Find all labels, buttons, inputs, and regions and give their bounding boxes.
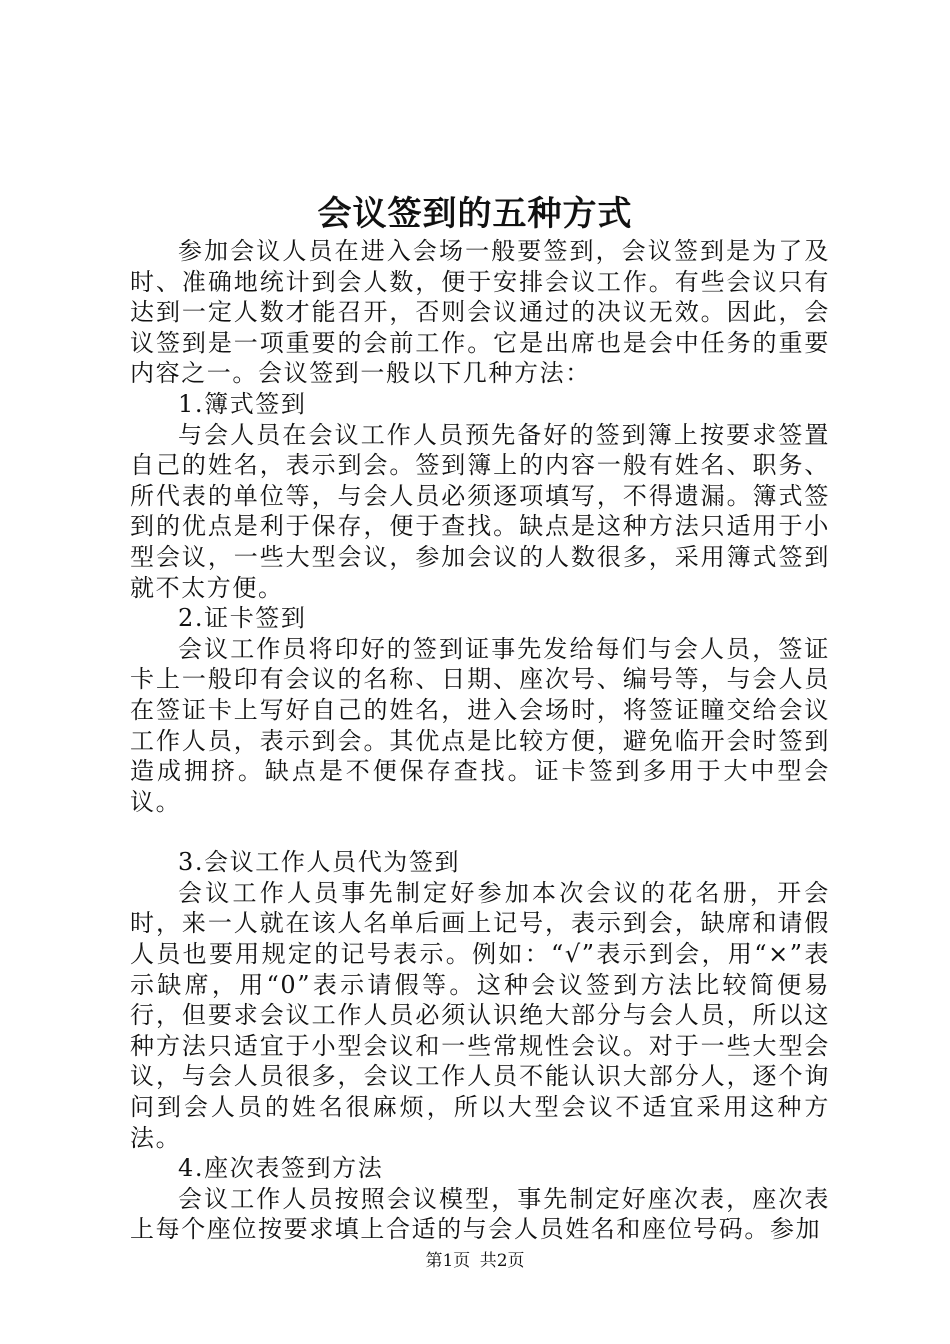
section-body-2: 会议工作员将印好的签到证事先发给每们与会人员，签证卡上一般印有会议的名称、日期、座次号、编号等，与会人员在签证卡上写好自己的姓名，进入会场时，将签证瞳交给会议工作人员，表示到会。其优点是比较方便，避免临开会时签到造成拥挤。缺点是不便保存查找。证卡签到多用于大中型会议。 bbox=[130, 634, 830, 816]
page-footer bbox=[0, 1246, 950, 1271]
section-body-1: 与会人员在会议工作人员预先备好的签到簿上按要求签置自己的姓名，表示到会。签到簿上的内容一般有姓名、职务、所代表的单位等，与会人员必须逐项填写，不得遗漏。簿式签到的优点是利于保存，便于查找。缺点是这种方法只适用于小型会议，一些大型会议，参加会议的人数很多，采用簿式签到就不太方便。 bbox=[130, 420, 830, 602]
section-body-3: 会议工作人员事先制定好参加本次会议的花名册，开会时，来一人就在该人名单后画上记号，表示到会，缺席和请假人员也要用规定的记号表示。例如：“√”表示到会，用“×”表示缺席，用“0”表示请假等。这种会议签到方法比较简便易行，但要求会议工作人员必须认识绝大部分与会人员，所以这种方法只适宜于小型会议和一些常规性会议。对于一些大型会议，与会人员很多，会议工作人员不能认识大部分人，逐个询问到会人员的姓名很麻烦，所以大型会议不适宜采用这种方法。 bbox=[130, 878, 830, 1152]
document-body bbox=[130, 236, 830, 1245]
page-title: 会议签到的五种方式 bbox=[317, 194, 633, 234]
page-total: 共2页 bbox=[479, 1251, 525, 1271]
section-heading-2: 2.证卡签到 bbox=[178, 604, 307, 633]
page-number: 第1页 bbox=[425, 1251, 471, 1271]
intro-paragraph: 参加会议人员在进入会场一般要签到，会议签到是为了及时、准确地统计到会人数，便于安排会议工作。有些会议只有达到一定人数才能召开，否则会议通过的决议无效。因此，会议签到是一项重要的会前工作。它是出席也是会中任务的重要内容之一。会议签到一般以下几种方法： bbox=[130, 237, 830, 388]
section-body-4: 会议工作人员按照会议模型，事先制定好座次表，座次表上每个座位按要求填上合适的与会人员姓名和座位号码。参加 bbox=[130, 1184, 830, 1244]
section-heading-3: 3.会议工作人员代为签到 bbox=[178, 848, 461, 877]
blank-line bbox=[130, 817, 830, 847]
section-heading-4: 4.座次表签到方法 bbox=[178, 1154, 384, 1183]
section-heading-1: 1.簿式签到 bbox=[178, 389, 307, 418]
